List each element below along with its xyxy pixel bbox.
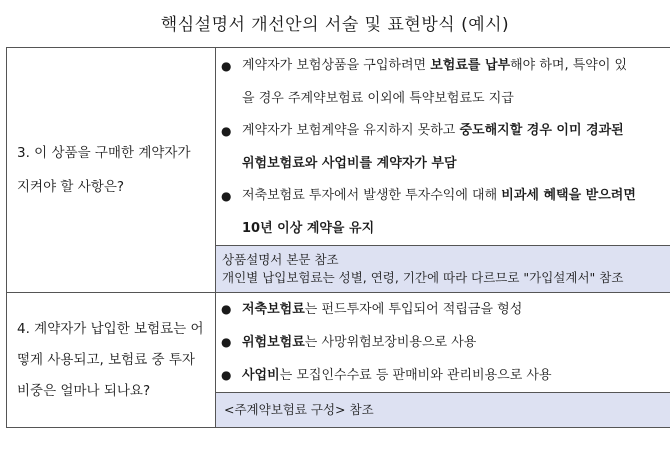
bullet-icon: ● bbox=[221, 189, 232, 203]
bullet-list bbox=[216, 293, 670, 392]
table-row bbox=[7, 293, 670, 393]
table-row bbox=[7, 48, 670, 246]
list-item: ● 저축보험료 투자에서 발생한 투자수익에 대해 비과세 혜택을 받으려면 10년 이상 계약을 유지 bbox=[216, 180, 670, 245]
list-item: ● 저축보험료는 펀드투자에 투입되어 적립금을 형성 bbox=[216, 293, 670, 326]
question-cell: 3. 이 상품을 구매한 계약자가 지켜야 할 사항은? bbox=[7, 48, 216, 293]
question-cell: 4. 계약자가 납입한 보험료는 어떻게 사용되고, 보험료 중 투자비중은 얼마나 되나요? bbox=[7, 293, 216, 428]
list-item: ● 계약자가 보험상품을 구입하려면 보험료를 납부해야 하며, 특약이 있 을 경우 주계약보험료 이외에 특약보험료도 지급 bbox=[216, 50, 670, 115]
bullet-list bbox=[216, 50, 670, 245]
list-item: ● 계약자가 보험계약을 유지하지 못하고 중도해지할 경우 이미 경과된 위험보험료와 사업비를 계약자가 부담 bbox=[216, 115, 670, 180]
reference-cell: <주계약보험료 구성> 참조 bbox=[216, 393, 670, 428]
reference-cell: 상품설명서 본문 참조 개인별 납입보험료는 성별, 연령, 기간에 따라 다르므로 "가입설계서" 참조 bbox=[216, 246, 670, 293]
answer-cell bbox=[216, 293, 670, 393]
list-item: ● 위험보험료는 사망위험보장비용으로 사용 bbox=[216, 326, 670, 359]
bullet-icon: ● bbox=[221, 368, 232, 382]
answer-cell bbox=[216, 48, 670, 246]
list-item: ● 사업비는 모집인수수료 등 판매비와 관리비용으로 사용 bbox=[216, 359, 670, 392]
bullet-icon: ● bbox=[221, 302, 232, 316]
bullet-icon: ● bbox=[221, 124, 232, 138]
bullet-icon: ● bbox=[221, 335, 232, 349]
explanation-table bbox=[6, 47, 670, 428]
page-title: 핵심설명서 개선안의 서술 및 표현방식 (예시) bbox=[160, 15, 510, 35]
bullet-icon: ● bbox=[221, 59, 232, 73]
